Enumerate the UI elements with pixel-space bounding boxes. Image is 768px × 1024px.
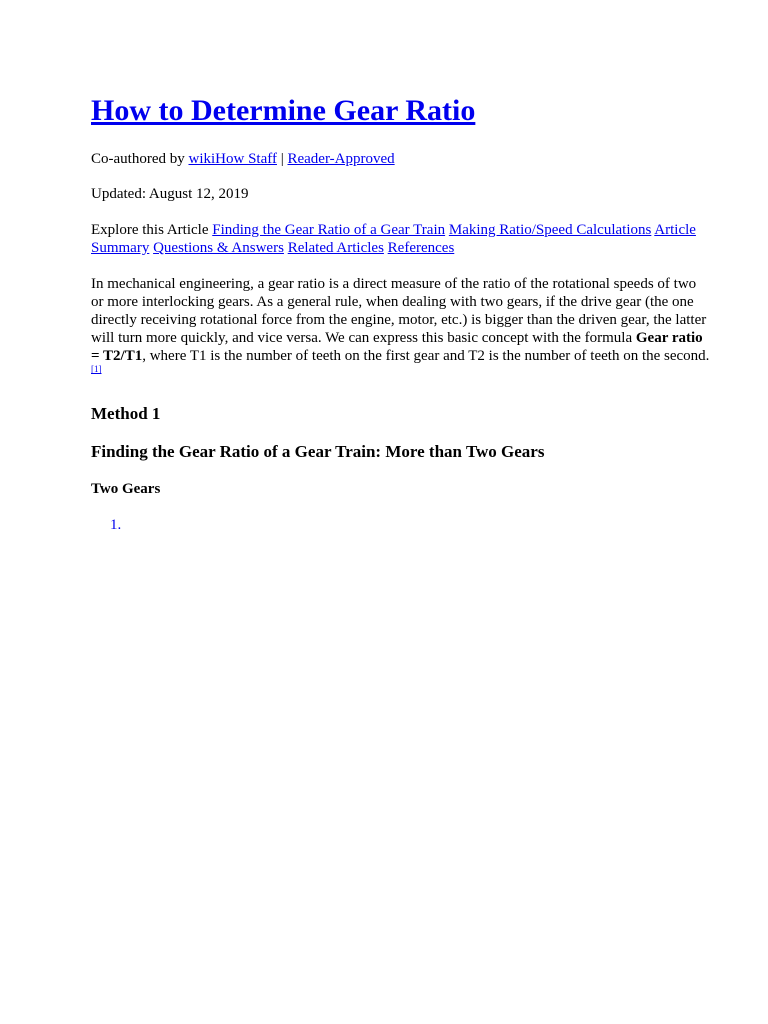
explore-label: Explore this Article (91, 222, 213, 238)
list-item (125, 515, 710, 535)
article-title-link[interactable]: How to Determine Gear Ratio (91, 94, 476, 127)
explore-article-nav (91, 221, 710, 257)
byline (91, 150, 710, 168)
byline-prefix: Co-authored by (91, 151, 189, 167)
subsection-title: Two Gears (91, 481, 161, 497)
section-title: Finding the Gear Ratio of a Gear Train: More than Two Gears (91, 442, 545, 461)
intro-text-after: , where T1 is the number of teeth on the first gear and T2 is the number of teeth on the second. (142, 348, 710, 364)
citation-link-1[interactable]: [1] (91, 364, 102, 374)
gear-ratio-formula: Gear ratio = T2/T1 (91, 330, 703, 364)
reader-approved-link[interactable]: Reader-Approved (287, 151, 395, 167)
nav-link-finding-gear-ratio[interactable]: Finding the Gear Ratio of a Gear Train (212, 222, 446, 238)
updated-date: Updated: August 12, 2019 (91, 186, 249, 202)
byline-separator: | (276, 151, 288, 167)
nav-link-article-summary[interactable]: Article Summary (91, 222, 696, 256)
article-title (91, 0, 710, 130)
nav-link-related-articles[interactable]: Related Articles (287, 240, 384, 256)
nav-link-questions-answers[interactable]: Questions & Answers (153, 240, 284, 256)
nav-link-ratio-speed-calculations[interactable]: Making Ratio/Speed Calculations (448, 222, 652, 238)
method-label: Method 1 (91, 404, 161, 423)
citation-superscript (91, 364, 102, 374)
nav-link-references[interactable]: References (387, 240, 455, 256)
intro-paragraph (91, 275, 710, 383)
steps-list (91, 515, 710, 535)
author-link[interactable]: wikiHow Staff (188, 151, 277, 167)
intro-text-before: In mechanical engineering, a gear ratio is a direct measure of the ratio of the rotational speeds of two or more interlocking gears. As a general rule, when dealing with two gears, if the drive gear (the one directly receiving rotational force from the engine, motor, etc.) is bigger than the driven gear, the latter will turn more quickly, and vice versa. We can express this basic concept with the formula (91, 276, 707, 346)
